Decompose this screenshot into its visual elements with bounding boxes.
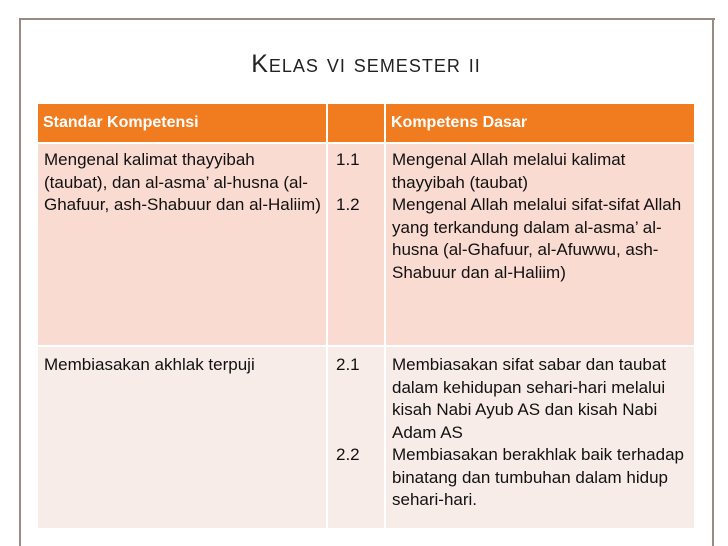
number-cell <box>327 346 385 529</box>
standar-cell: Membiasakan akhlak terpuji <box>37 346 327 529</box>
kd-1-1: Mengenal Allah melalui kalimat thayyibah (taubat) <box>392 150 626 192</box>
kompetensi-cell <box>385 346 695 529</box>
competency-table <box>36 102 696 530</box>
kd-1-2: Mengenal Allah melalui sifat-sifat Allah yang terkandung dalam al-asma’ al-husna (al-Ghafuur, al-Afuwwu, ash- Shabuur dan al-Haliim) <box>392 195 682 282</box>
number-1-1: 1.1 <box>336 150 360 169</box>
kd-2-2: Membiasakan berakhlak baik terhadap binatang dan tumbuhan dalam hidup sehari-hari. <box>392 445 685 509</box>
kompetensi-cell <box>385 143 695 346</box>
number-2-2: 2.2 <box>336 445 360 464</box>
table-row <box>37 143 695 346</box>
header-standar: Standar Kompetensi <box>37 103 327 143</box>
kd-2-1: Membiasakan sifat sabar dan taubat dalam kehidupan sehari-hari melalui kisah Nabi Ayub AS dan kisah Nabi Adam AS <box>392 355 667 442</box>
number-1-2: 1.2 <box>336 195 360 214</box>
frame-line-top <box>19 18 715 20</box>
table-header-row <box>37 103 695 143</box>
table-row <box>37 346 695 529</box>
number-2-1: 2.1 <box>336 355 360 374</box>
number-cell <box>327 143 385 346</box>
standar-cell: Mengenal kalimat thayyibah (taubat), dan al-asma’ al-husna (al-Ghafuur, ash-Shabuur dan al-Haliim) <box>37 143 327 346</box>
frame-line-right <box>712 18 714 546</box>
header-number <box>327 103 385 143</box>
frame-line-left <box>19 18 21 546</box>
header-kompetensi-dasar: Kompetens Dasar <box>385 103 695 143</box>
slide-title: Kelas vi semester ii <box>251 50 481 78</box>
